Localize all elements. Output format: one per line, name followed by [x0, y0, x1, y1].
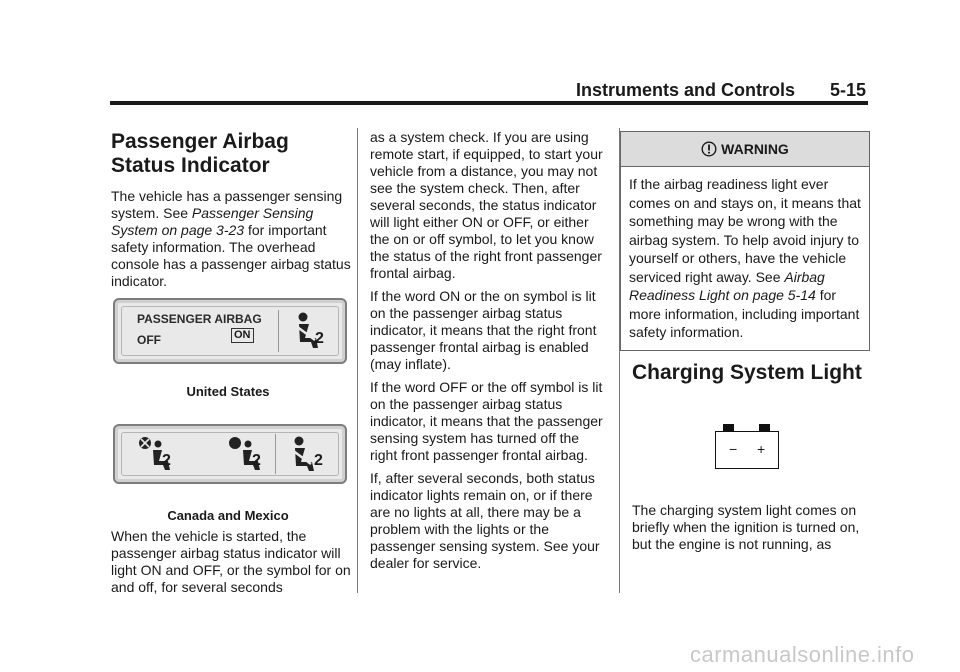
cross-reference-link[interactable]: Airbag Readiness Light on page 5-14	[629, 268, 825, 303]
figure-divider	[275, 434, 276, 474]
paragraph: as a system check. If you are using remote start, if equipped, to start your vehicle from a distance, you may not see the system check. Then, after several seconds, the status indicator will light either ON or OFF, or either the on or off symbol, to let you know the status of the right front passenger frontal airbag.	[370, 129, 603, 281]
intro-text: The vehicle has a passenger sensing system. See	[111, 188, 343, 221]
off-label: OFF	[137, 333, 161, 347]
warning-header	[621, 132, 869, 167]
figure-caption-us: United States	[186, 384, 270, 399]
column-1	[111, 130, 351, 296]
paragraph: If the word ON or the on symbol is lit on the passenger airbag status indicator, it means that the right front passenger frontal airbag is enabled (may inflate).	[370, 288, 597, 372]
paragraph: When the vehicle is started, the passenger airbag status indicator will light ON and OFF, or the symbol for on and off, for several seconds	[111, 528, 351, 595]
airbag-indicator-us-figure	[113, 298, 347, 364]
figure-caption-canada: Canada and Mexico	[167, 508, 289, 523]
column-2	[370, 129, 608, 578]
page-number: 5-15	[830, 80, 867, 100]
seat-position-number: 2	[162, 452, 171, 469]
column-divider	[357, 128, 358, 593]
passenger-airbag-label: PASSENGER AIRBAG	[137, 312, 262, 326]
figure-divider	[278, 310, 279, 352]
section-title-charging: Charging System Light	[632, 361, 862, 384]
warning-title: WARNING	[721, 141, 789, 157]
seat-position-number: 2	[315, 330, 324, 347]
warning-box	[620, 131, 870, 351]
battery-minus: −	[729, 441, 738, 457]
airbag-indicator-canada-figure	[113, 424, 347, 484]
on-label: ON	[231, 328, 254, 343]
paragraph: The charging system light comes on briefly when the ignition is turned on, but the engine is not running, as	[632, 502, 860, 552]
battery-icon	[715, 424, 779, 468]
intro-paragraph	[111, 188, 351, 290]
column-3-bottom	[632, 502, 872, 559]
warning-text: If the airbag readiness light ever comes on and stays on, it means that something may be wrong with the airbag system. To help avoid injury to yourself or others, have the vehicle serviced right away. See	[629, 176, 861, 285]
watermark: carmanualsonline.info	[690, 642, 915, 667]
header-rule	[110, 101, 868, 105]
paragraph: If, after several seconds, both status indicator lights remain on, or if there are no lights at all, there may be a problem with the lights or the passenger sensing system. See your dealer for service.	[370, 470, 600, 571]
seatbelt-person-icon	[291, 310, 333, 354]
running-header-title: Instruments and Controls	[576, 80, 796, 100]
column-1-bottom	[111, 528, 351, 602]
section-title-airbag-status: Passenger Airbag Status Indicator	[111, 130, 289, 177]
paragraph: If the word OFF or the off symbol is lit on the passenger airbag status indicator, it means that the passenger sensing system has turned off the right front passenger frontal airbag.	[370, 379, 603, 463]
seat-position-number: 2	[252, 452, 261, 469]
warning-text-cont: for more information, including important safety information.	[629, 287, 860, 340]
intro-text-cont: for important safety information. The overhead console has a passenger airbag status indicator.	[111, 222, 351, 289]
cross-reference-link[interactable]: Passenger Sensing System on page 3-23	[111, 205, 314, 238]
battery-plus: +	[757, 441, 766, 457]
seat-position-number: 2	[314, 452, 323, 469]
warning-body	[621, 167, 869, 350]
warning-icon	[701, 141, 717, 157]
